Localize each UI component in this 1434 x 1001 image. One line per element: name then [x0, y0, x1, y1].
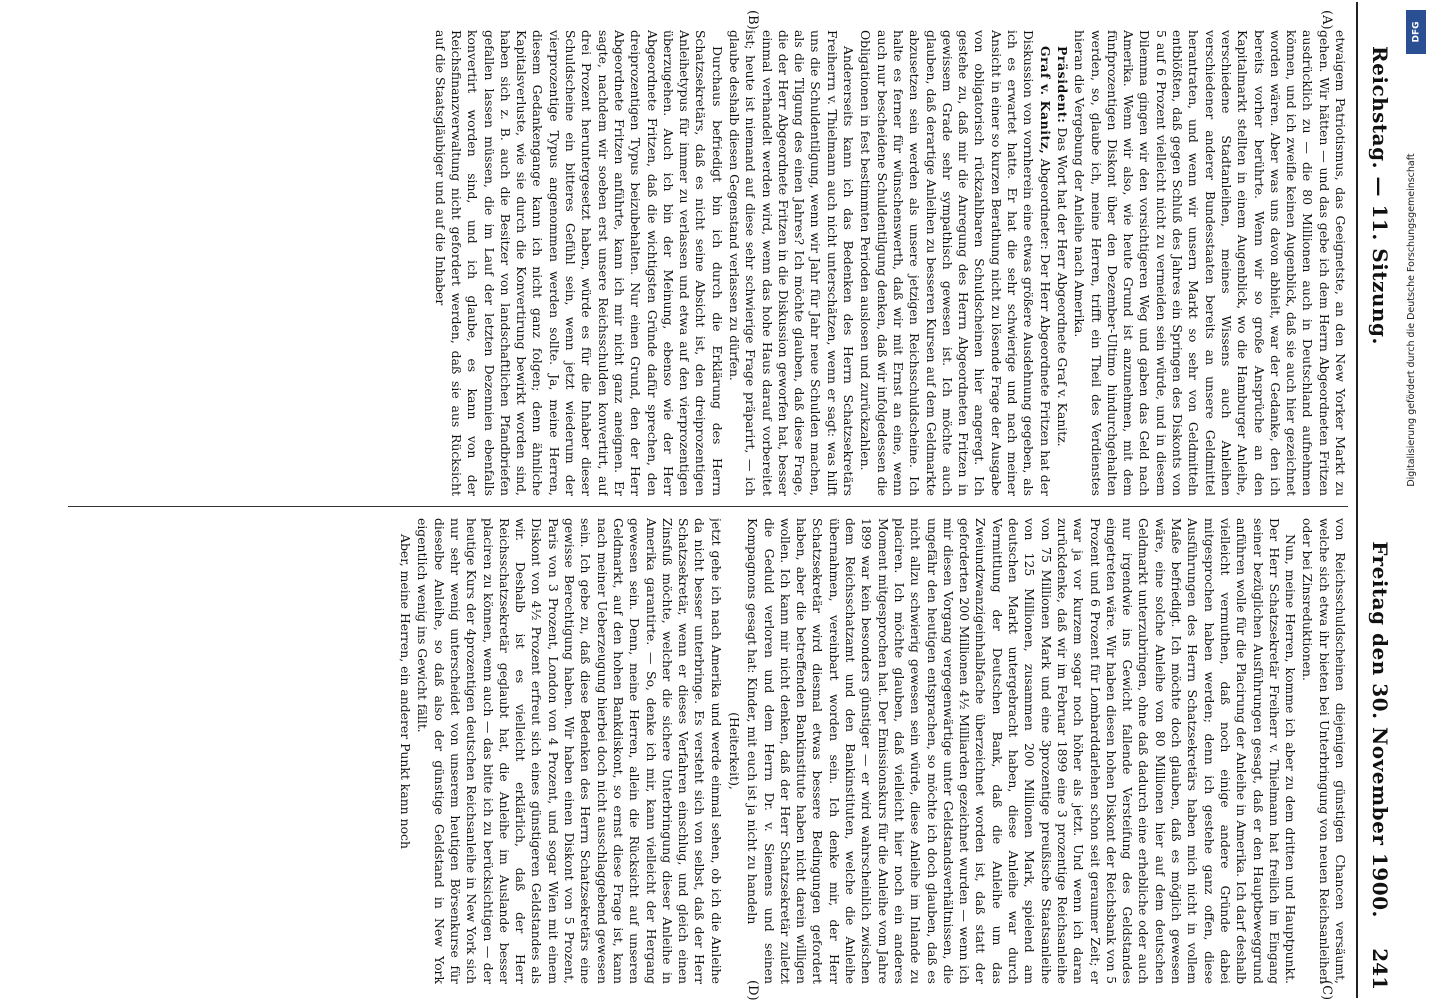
- dfg-logo: DFG: [1406, 10, 1426, 54]
- rotated-page: [60, 2, 1400, 1001]
- header-date: Freitag den 30. November 1900.: [1368, 541, 1392, 918]
- interjection: (Heiterkeit),: [727, 712, 743, 790]
- header-session-title: Reichstag. — 11. Sitzung.: [1368, 46, 1392, 345]
- paragraph: Andererseits kann ich das Bedenken des Herrn Schatzsekretärs Freiherrn v. Thielmann auch nicht unterschätzen, wenn er sagt: was hilft uns die Schuldentilgung, wenn wir Jahr für Jahr neue Schulden machen, als die Tilgung des einen Jahres? Ich möchte glauben, daß diese Frage, die der Herr Abgeordnete Fritzen in die Diskussion geworfen hat, besser einmal verhandelt werden wird, wenn das hohe Haus darauf vorbereitet ist; heute ist niemand auf diese sehr schwierige Frage präparirt, — ich glaube deshalb diesen Gegenstand verlassen zu dürfen.: [727, 30, 857, 496]
- margin-marker-c: (C): [1319, 980, 1334, 1001]
- column-left: [68, 30, 1348, 496]
- paragraph-text: Das Wort hat der Herr Abgeordnete Graf v. Kanitz.: [1054, 127, 1070, 447]
- paragraph-president: [1054, 30, 1070, 496]
- notice-text: Digitalisierung gefördert durch die Deutsche Forschungsgemeinschaft: [1406, 153, 1417, 487]
- paragraph: jetzt gehe ich nach Amerika und werde einmal sehen, ob ich die Anleihe da nicht besser unterbringe. Es versteht sich von selbst, daß der Herr Schatzsekretär, wenn er dieses Verfahren einschlug, und gleich einen Zinsfuß möchte, welcher die sichere Unterbringung dieser Anleihe in Amerika garantirte. — So, denke ich mir, kann vielleicht der Hergang gewesen sein. Denn, meine Herren, allein die Rücksicht auf unseren Geldmarkt, auf den hohen Bankdiskont, so ernst diese Frage ist, kann nach meiner Ueberzeugung hierbei doch nicht ausschlaggebend gewesen sein. Ich gebe zu, daß diese Bedenken des Herrn Schatzsekretärs eine gewisse Berechtigung haben. Wir haben einen Diskont von 5 Prozent, Paris von 3 Prozent, London von 4 Prozent, und sogar Wien mit einem Diskont von 4½ Prozent erfreut sich eines günstigeren Geldstandes als wir. Deshalb ist es vielleicht erklärlich, daß der Herr Reichsschatzsekretär geglaubt hat, die Anleihe im Auslande besser placiren zu können, wenn auch — das bitte ich zu berücksichtigen — der heutige Kurs der 4prozentigen deutschen Reichsanleihe in New York sich nur sehr wenig unterscheidet von unserem heutigen Börsenkurse für dieselbe Anleihe, so daß also der günstige Geldstand in New York eigentlich wenig ins Gewicht fällt.: [415, 518, 724, 984]
- column-divider: [68, 506, 1348, 507]
- paragraph-speaker: [857, 30, 1053, 496]
- digitization-notice: [1404, 10, 1432, 990]
- page-number: 241: [1368, 948, 1392, 990]
- column-right: [68, 518, 1348, 984]
- paragraph: etwaigem Patriotismus, das Geeignetste, an den New Yorker Markt zu gehen. Wir hätten — und das gebe ich dem Herrn Abgeordneten Fritzen ausdrücklich zu — die 80 Millionen auch in Deutschland aufnehmen können, und ich zweifle keinen Augenblick, daß sie auch hier gezeichnet worden wären. Aber was uns davon abhielt, war der Gedanke, den ich bereits vorher berührte. Wenn wir so große Ansprüche an den Kapitalmarkt stellten in einem Augenblick, wo die Hamburger Anleihe, verschiedene Stadtanleihen, meines Wissens auch Anleihen verschiedener anderer Bundesstaaten bereits an unsere Geldmittel herantraten, und wenn wir unsern Markt so sehr von Geldmitteln entblößten, daß gegen Schluß des Jahres ein Springen des Diskonts von 5 auf 6 Prozent vielleicht nicht zu vermeiden sein würde, und in diesem Dilemma gingen wir den vorsichtigeren Weg und gaben das Geld nach Amerika. Wenn wir also, wie heute Grund ist anzunehmen, mit dem fünfprozentigen Diskont über den Dezember-Ultimo hindurchgehalten werden, so, glaube ich, meine Herren, trifft ein Theil des Verdienstes hieran die Vergebung der Anleihe nach Amerika.: [1072, 30, 1348, 496]
- margin-marker-b: (B): [745, 10, 760, 30]
- paragraph-text: Abgeordneter: Der Herr Abgeordnete Fritzen hat der Diskussion von vornherein eine etwas größere Ausdehnung gegeben, als ich es erwartet hatte. Er hat die sehr schwierige und nach meiner Ansicht in einer so kurzen Berathung nicht zu lösende Frage der Ausgabe von obligatorisch rückzahlbaren Schuldscheinen hier angeregt. Ich gestehe zu, daß mir die Anregung des Herrn Abgeordneten Fritzen in gewissem Grade sehr sympathisch gewesen ist. Ich möchte auch glauben, daß derartige Anleihen zu besseren Kursen auf dem Geldmarkte abzusetzen sein werden als unsere jetzigen Reichsschuldscheine. Ich halte es ferner für wünschenswerth, daß wir mit Ernst an eine, wenn auch nur bescheidene Schuldentilgung denken, daß wir infolgedessen die Obligationen in fest bestimmten Perioden auslosen und zurückzahlen.: [858, 30, 1053, 496]
- margin-marker-d: (D): [745, 980, 760, 1001]
- paragraph: von Reichsschuldscheinen diejenigen günstigen Chancen versäumt, welche sich etwa ihr bieten bei Unterbringung von neuen Reichsanleihen oder bei Zinsreduktionen.: [1300, 518, 1348, 984]
- speaker-label: Graf v. Kanitz,: [1037, 46, 1053, 155]
- paragraph: Nun, meine Herren, komme ich aber zu dem dritten und Hauptpunkt. Der Herr Schatzsekretär Freiherr v. Thielmann hat freilich im Eingang seiner bezüglichen Ausführungen gesagt, daß er den Hauptbeweggrund anführen wolle für die Placirung der Anleihe in Amerika. Ich darf deshalb vielleicht vermuthen, daß noch einige andere Gründe dabei mitgesprochen haben werden; denn ich gestehe ganz offen, diese Ausführungen des Herrn Schatzsekretärs haben mich nicht in vollem Maße befriedigt. Ich möchte doch glauben, daß es möglich gewesen wäre, eine solche Anleihe von 80 Millionen hier auf dem deutschen Geldmarkt unterzubringen, ohne daß dadurch eine erhebliche oder auch nur irgendwie ins Gewicht fallende Versteifung des Geldstandes eingetreten wäre. Wir haben diesen hohen Diskont der Reichsbank von 5 Prozent und 6 Prozent für Lombarddarlehen schon seit geraumer Zeit; er war ja vor kurzem sogar noch höher als jetzt. Und wenn ich daran zurückdenke, daß wir im Februar 1899 eine 3 prozentige Reichsanleihe von 75 Millionen Mark und eine 3prozentige preußische Staatsanleihe von 125 Millionen, zusammen 200 Millionen Mark, spielend am deutschen Markt untergebracht haben, diese Anleihe war durch Vermittlung der Deutschen Bank, daß die Anleihe um das Zweiundzwanzigeinhalbfache überzeichnet worden ist, daß statt der geforderten 200 Millionen 4½ Milliarden gezeichnet wurden — wenn ich mir diesen Vorgang vergegenwärtige unter Geldstandsverhältnissen, die ungefähr den heutigen entsprachen, so möchte ich doch glauben, daß es nicht allzu schwierig gewesen sein würde, diese Anleihe im Inlande zu placiren. Ich möchte glauben, daß vielleicht hier noch ein anderes Moment mitgesprochen hat. Der Emissionskurs für die Anleihe vom Jahre 1899 war kein besonders günstiger — er wird wahrscheinlich zwischen dem Reichsschatzamt und den Bankinstituten, welche die Anleihe übernahmen, vereinbart worden sein. Ich denke mir, der Herr Schatzsekretär wird diesmal etwas bessere Bedingungen gefordert haben, aber die betreffenden Bankinstitute haben nicht darein willigen wollen. Ich kann mir nicht denken, daß der Herr Schatzsekretär zuletzt die Geduld verloren und dem Herrn Dr. v. Siemens und seinen Kompagnons gesagt hat: Kinder, mit euch ist ja nicht zu handeln: [745, 518, 1299, 984]
- paragraph: Durchaus befriedigt bin ich durch die Erklärung des Herrn Schatzsekretärs, daß es nicht seine Absicht ist, den dreiprozentigen Anleihetypus für immer zu verlassen und etwa auf den vierprozentigen überzugehen. Auch ich bin der Meinung, ebenso wie der Herr Abgeordnete Fritzen, daß die wichtigsten Gründe dafür sprechen, den dreiprozentigen Typus beizubehalten. Nur einen Grund, den der Herr Abgeordnete Fritzen anführte, kann ich mir nicht ganz aneignen. Er sagte, nachdem wir soeben erst unsere Reichsschulden konvertirt, auf drei Prozent heruntergesetzt haben, würde es für die Inhaber dieser Schuldscheine ein bitteres Gefühl sein, wenn jetzt wiederum der vierprozentige Typus angenommen werden sollte. Ja, meine Herren, diesem Gedankengange kann ich nicht ganz folgen; denn ähnliche Kapitalsverluste, wie sie durch die Konvertirung bewirkt worden sind, haben sich z. B. auch die Besitzer von landschaftlichen Pfandbriefen gefallen lassen müssen, die im Lauf der letzten Dezennien ebenfalls konvertirt worden sind, und ich glaube, es kann von der Reichsfinanzverwaltung nicht gefordert werden, daß sie aus Rücksicht auf die Staatsgläubiger und auf die Inhaber: [432, 30, 725, 496]
- page-header: [1356, 2, 1400, 998]
- margin-marker-a: (A): [1319, 10, 1334, 30]
- paragraph: Aber, meine Herren, ein anderer Punkt kann noch: [398, 534, 414, 849]
- speaker-label: Präsident:: [1054, 46, 1070, 124]
